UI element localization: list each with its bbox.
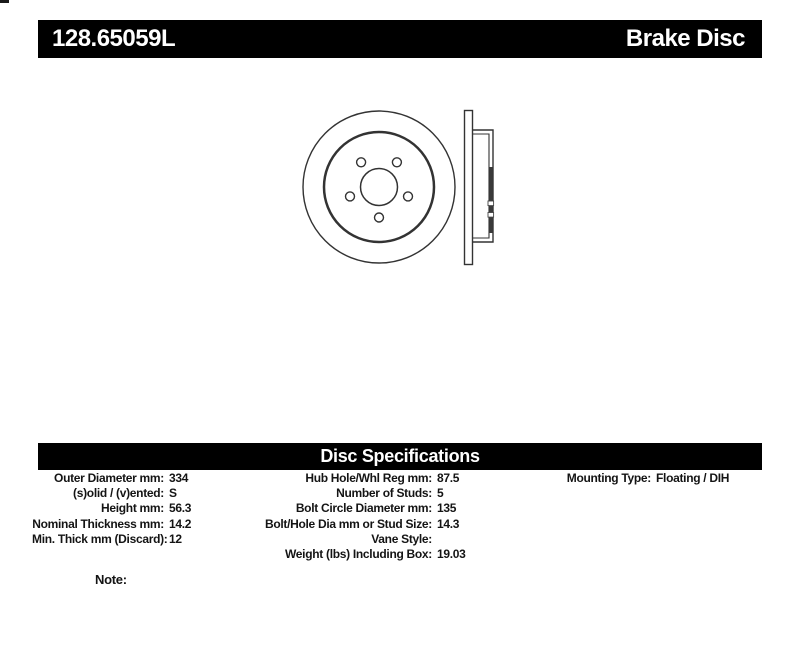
spec-label: Bolt Circle Diameter mm:: [295, 501, 432, 516]
spec-value: 334: [169, 471, 189, 485]
front-view: [303, 111, 455, 263]
spec-value: 19.03: [437, 546, 466, 561]
hat-profile-inner: [473, 134, 490, 238]
spec-label: (s)olid / (v)ented:: [73, 486, 164, 501]
spec-label: Min. Thick mm (Discard):: [32, 531, 168, 546]
spec-label: Mounting Type:: [566, 471, 651, 485]
spec-label: Nominal Thickness mm:: [32, 516, 164, 531]
spec-value: 5: [437, 486, 444, 501]
spec-label: Hub Hole/Whl Reg mm:: [305, 471, 432, 485]
rotor-plate-profile: [465, 111, 473, 265]
spec-label: Number of Studs:: [336, 486, 432, 501]
stud-hole: [375, 213, 384, 222]
spec-value: Floating / DIH: [656, 471, 730, 485]
title-bar: [38, 20, 762, 58]
outer-edge-circle: [303, 111, 455, 263]
spec-row: [518, 471, 729, 486]
scan-artifact-mark: [0, 0, 9, 3]
spec-row: [238, 501, 466, 516]
spec-row: [32, 501, 191, 516]
hub-notch: [488, 201, 494, 206]
spec-label: Outer Diameter mm:: [54, 471, 164, 485]
disc-specifications-header: [38, 443, 762, 470]
center-hole: [361, 169, 398, 206]
spec-value: 135: [437, 501, 457, 516]
spec-row: [238, 547, 466, 562]
specs-title: Disc Specifications: [320, 446, 480, 466]
stud-hole: [404, 192, 413, 201]
part-number: 128.65059L: [52, 25, 176, 52]
spec-value: S: [169, 486, 177, 501]
spec-table: [32, 471, 762, 566]
spec-label: Bolt/Hole Dia mm or Stud Size:: [264, 516, 432, 531]
spec-column-type: [518, 471, 729, 486]
spec-value: 56.3: [169, 501, 192, 516]
spec-label: Height mm:: [100, 501, 164, 516]
spec-column-dimensions: [32, 471, 191, 547]
hub-notch: [488, 213, 494, 218]
spec-value: 14.3: [437, 516, 460, 531]
stud-hole: [346, 192, 355, 201]
spec-row: [238, 517, 466, 532]
stud-hole: [392, 158, 401, 167]
side-view: [465, 111, 494, 265]
spec-row: [32, 486, 191, 501]
spec-row: [238, 532, 466, 547]
spec-column-mounting: [238, 471, 466, 562]
spec-row: [32, 517, 191, 532]
spec-row: [238, 471, 466, 486]
brake-disc-technical-drawing: [285, 98, 510, 278]
spec-value: 87.5: [437, 471, 460, 485]
spec-row: [32, 471, 191, 486]
hat-circle: [324, 132, 434, 242]
stud-hole: [357, 158, 366, 167]
spec-value: 14.2: [169, 516, 192, 531]
spec-label: Weight (lbs) Including Box:: [285, 546, 432, 561]
hub-section: [489, 167, 492, 233]
spec-value: 12: [169, 531, 182, 546]
product-type: Brake Disc: [625, 25, 745, 52]
spec-label: Vane Style:: [371, 531, 432, 546]
spec-row: [32, 532, 191, 547]
note-label: Note:: [95, 572, 127, 587]
spec-row: [238, 486, 466, 501]
